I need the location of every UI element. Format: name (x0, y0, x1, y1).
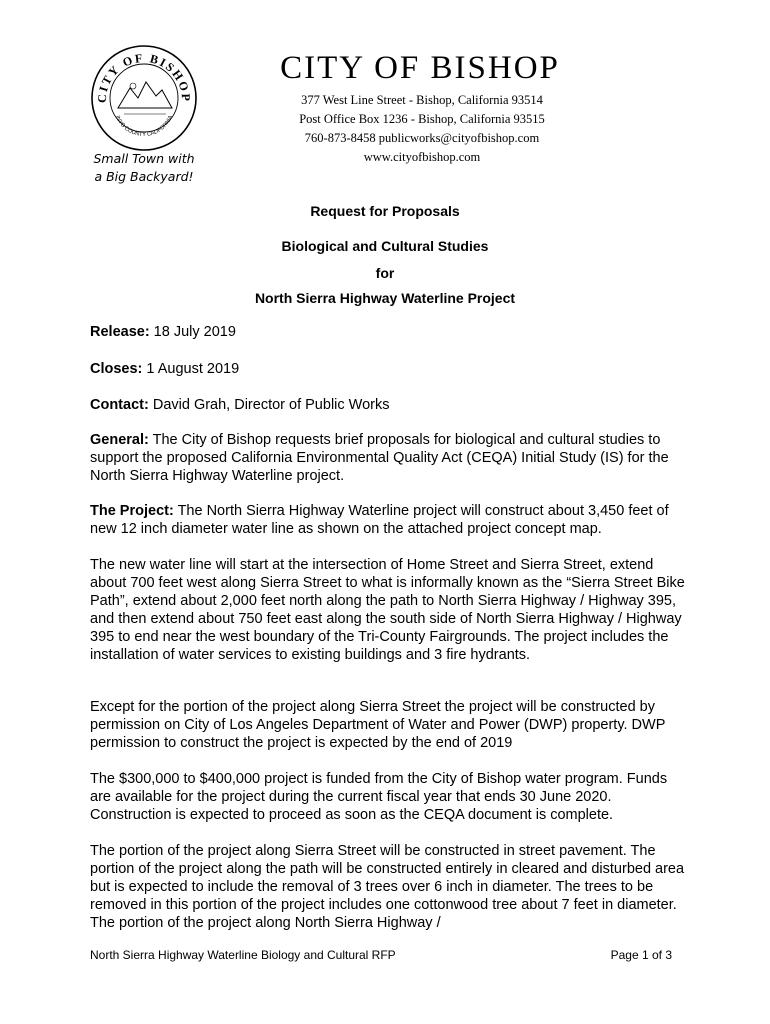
general-text: The City of Bishop requests brief proposals for biological and cultural studies to support the proposed California Environmental Quality Act (CEQA) Initial Study (IS) for the North Sierra Highway Waterline project. (90, 432, 669, 484)
postal-address: Post Office Box 1236 - Bishop, California 93515 (299, 112, 545, 126)
doc-title-rfp: Request for Proposals (310, 203, 460, 219)
release-field (90, 323, 690, 341)
svg-text:INYO COUNTY CALIFORNIA (114, 115, 174, 139)
route-paragraph: The new water line will start at the intersection of Home Street and Sierra Street, extend about 700 feet west along Sierra Street to what is informally known as the “Sierra Street Bike Path”, extend about 2,000 feet north along the path to North Sierra Highway / Highway 395, and then extend about 750 feet east along the south side of North Sierra Highway / Highway 395 to end near the west boundary of the Tri-County Fairgrounds. The project includes the installation of water services to existing buildings and 3 fire hydrants. (90, 557, 685, 663)
org-name: CITY OF BISHOP (280, 50, 560, 86)
closes-field (90, 360, 690, 378)
project-paragraph (90, 502, 690, 538)
project-label: The Project: (90, 503, 174, 519)
release-label: Release: (90, 324, 150, 340)
project-text: The North Sierra Highway Waterline project will construct about 3,450 feet of new 12 inch diameter water line as shown on the attached project concept map. (90, 503, 669, 537)
closes-value: 1 August 2019 (142, 361, 240, 377)
seal-text: CITY OF BISHOP (94, 50, 194, 104)
trees-paragraph: The portion of the project along Sierra Street will be constructed in street pavement. The portion of the project along the path will be constructed entirely in cleared and disturbed area but is expected to include the removal of 3 trees over 6 inch in diameter. The trees to be removed in this portion of the project includes one cottonwood tree about 7 feet in diameter. The portion of the project along North Sierra Highway / (90, 843, 685, 931)
phone-email: 760-873-8458 publicworks@cityofbishop.com (304, 131, 540, 145)
contact-field (90, 396, 690, 414)
tagline (64, 150, 224, 186)
website: www.cityofbishop.com (363, 150, 481, 164)
general-label: General: (90, 432, 149, 448)
general-paragraph (90, 431, 690, 485)
doc-title-project: North Sierra Highway Waterline Project (254, 290, 516, 306)
tagline-line2: a Big Backyard! (94, 169, 194, 184)
contact-value: David Grah, Director of Public Works (148, 397, 390, 413)
street-address: 377 West Line Street - Bishop, California 93514 (301, 93, 543, 107)
doc-title-studies: Biological and Cultural Studies (281, 238, 489, 254)
seal-lower-text: INYO COUNTY CALIFORNIA (114, 114, 175, 138)
closes-label: Closes: (90, 361, 143, 377)
release-value: 18 July 2019 (149, 324, 236, 340)
page-number: Page 1 of 3 (610, 948, 672, 962)
doc-title-for: for (375, 265, 395, 281)
footer-title: North Sierra Highway Waterline Biology and Cultural RFP (90, 948, 396, 962)
dwp-paragraph: Except for the portion of the project along Sierra Street the project will be constructed by permission on City of Los Angeles Department of Water and Power (DWP) property. DWP permission to construct the project is expected by the end of 2019 (90, 699, 666, 751)
contact-label: Contact: (90, 397, 149, 413)
funding-paragraph: The $300,000 to $400,000 project is funded from the City of Bishop water program. Funds are available for the project during the current fiscal year that ends 30 June 2020. Construction is expected to proceed as soon as the CEQA document is complete. (90, 771, 668, 823)
tagline-line1: Small Town with (93, 151, 195, 166)
city-seal-logo (88, 42, 200, 154)
